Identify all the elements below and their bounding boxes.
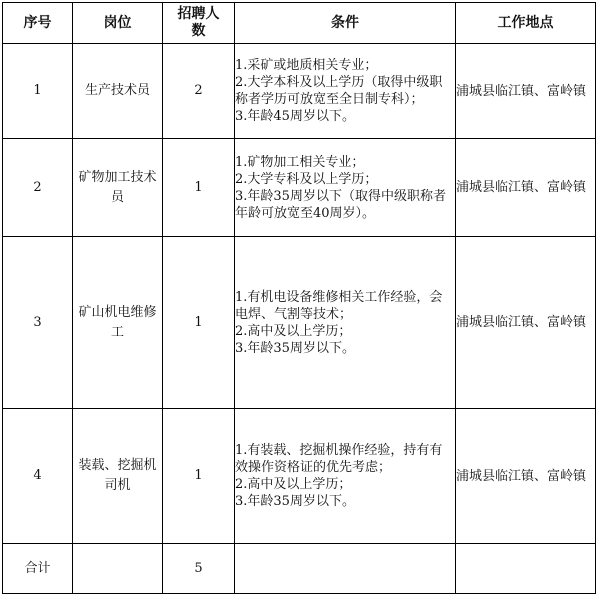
row-position: 生产技术员 [73,44,163,139]
condition-line: 3.年龄45周岁以下。 [235,109,355,124]
row-conditions [235,139,456,237]
condition-line: 3.年龄35周岁以下（取得中级职称者年龄可放宽至40周岁）。 [235,188,446,221]
row-conditions [235,237,456,409]
row-location: 浦城县临江镇、富岭镇 [456,139,596,237]
row-count: 2 [163,44,235,139]
recruitment-table [2,2,596,594]
total-location-empty [456,544,596,594]
row-location: 浦城县临江镇、富岭镇 [456,237,596,409]
row-conditions [235,44,456,139]
table-row [3,409,596,544]
row-count: 1 [163,237,235,409]
condition-line: 1.有装载、挖掘机操作经验，持有有效操作资格证的优先考虑； [235,443,443,475]
total-label: 合计 [3,544,73,594]
header-position: 岗位 [73,3,163,44]
row-position: 矿物加工技术员 [73,139,163,237]
table-row [3,237,596,409]
header-location: 工作地点 [456,3,596,44]
row-seq: 4 [3,409,73,544]
table-row [3,139,596,237]
row-conditions [235,409,456,544]
header-conditions: 条件 [235,3,456,44]
row-seq: 3 [3,237,73,409]
row-position: 矿山机电维修工 [73,237,163,409]
condition-line: 1.有机电设备维修相关工作经验，会电焊、气割等技术； [235,289,443,322]
row-seq: 1 [3,44,73,139]
condition-line: 2.大学本科及以上学历（取得中级职称者学历可放宽至全日制专科）； [235,75,443,107]
condition-line: 2.高中及以上学历； [235,477,352,492]
row-location: 浦城县临江镇、富岭镇 [456,409,596,544]
header-seq: 序号 [3,3,73,44]
row-location: 浦城县临江镇、富岭镇 [456,44,596,139]
condition-line: 1.采矿或地质相关专业； [235,58,378,73]
total-conditions-empty [235,544,456,594]
header-count: 招聘人数 [163,3,235,44]
condition-line: 1.矿物加工相关专业； [235,154,365,170]
total-position-empty [73,544,163,594]
header-row [3,3,596,44]
condition-line: 3.年龄35周岁以下。 [235,340,355,356]
total-row [3,544,596,594]
condition-line: 2.高中及以上学历； [235,323,352,339]
condition-line: 2.大学专科及以上学历； [235,171,378,187]
row-position: 装载、挖掘机司机 [73,409,163,544]
row-count: 1 [163,409,235,544]
row-count: 1 [163,139,235,237]
table-row [3,44,596,139]
row-seq: 2 [3,139,73,237]
condition-line: 3.年龄35周岁以下。 [235,494,355,509]
total-count: 5 [163,544,235,594]
